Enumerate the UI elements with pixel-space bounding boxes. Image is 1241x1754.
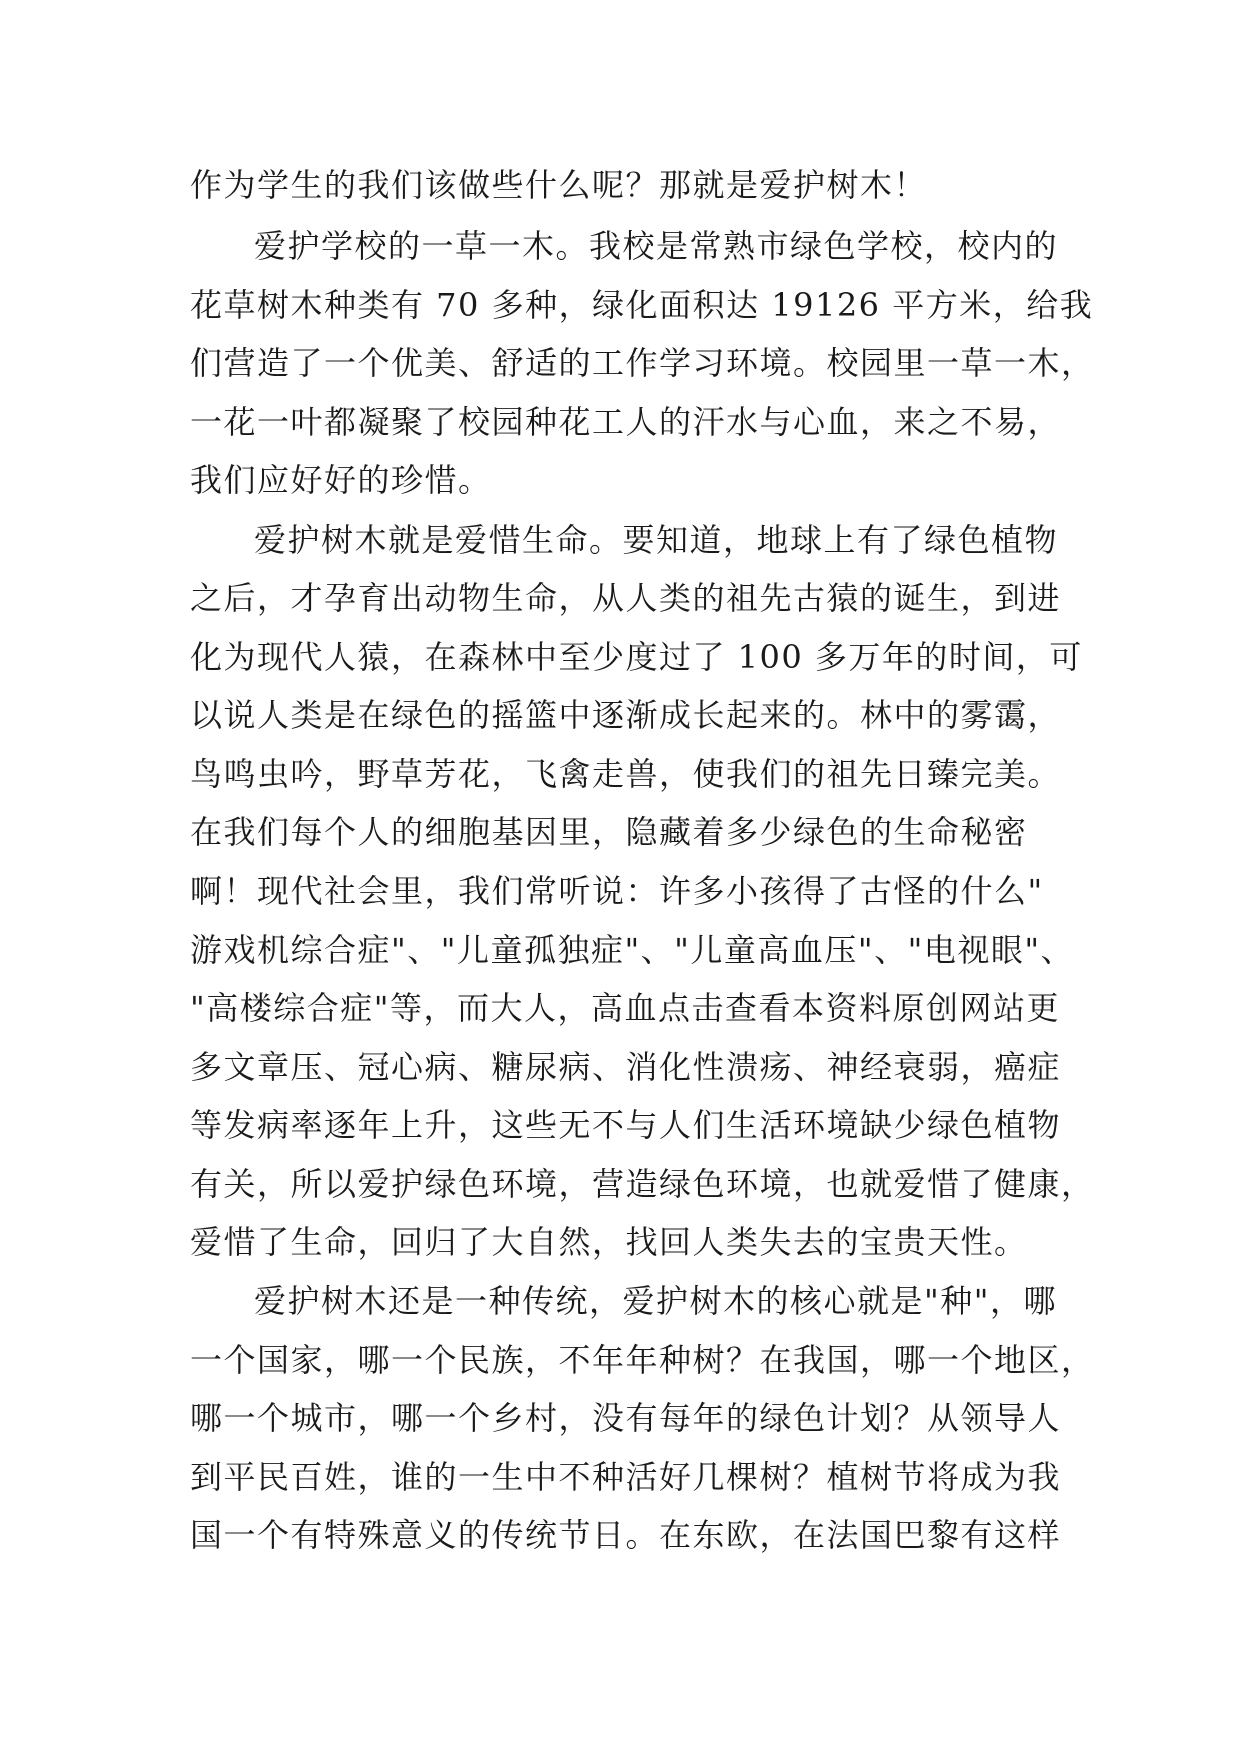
text-line: 们营造了一个优美、舒适的工作学习环境。校园里一草一木， xyxy=(190,344,1095,382)
text-line: 啊！现代社会里，我们常听说：许多小孩得了古怪的什么" xyxy=(190,872,1044,910)
text-line: 哪一个城市，哪一个乡村，没有每年的绿色计划？从领导人 xyxy=(190,1399,1062,1437)
text-line: 一个国家，哪一个民族，不年年种树？在我国，哪一个地区， xyxy=(190,1341,1095,1379)
text-line: 以说人类是在绿色的摇篮中逐渐成长起来的。林中的雾霭， xyxy=(190,696,1062,734)
text-line: 国一个有特殊意义的传统节日。在东欧，在法国巴黎有这样 xyxy=(190,1516,1062,1554)
paragraph-start-line: 爱护树木还是一种传统，爱护树木的核心就是"种"，哪 xyxy=(254,1282,1057,1320)
text-line: 我们应好好的珍惜。 xyxy=(190,461,492,499)
text-line: 游戏机综合症"、"儿童孤独症"、"儿童高血压"、"电视眼"、 xyxy=(190,931,1075,969)
text-line: 到平民百姓，谁的一生中不种活好几棵树？植树节将成为我 xyxy=(190,1458,1062,1496)
text-line: "高楼综合症"等，而大人，高血点击查看本资料原创网站更 xyxy=(190,989,1060,1027)
text-line: 一花一叶都凝聚了校园种花工人的汗水与心血，来之不易， xyxy=(190,403,1062,441)
text-line: 之后，才孕育出动物生命，从人类的祖先古猿的诞生，到进 xyxy=(190,579,1062,617)
text-line: 有关，所以爱护绿色环境，营造绿色环境，也就爱惜了健康， xyxy=(190,1165,1095,1203)
text-line: 多文章压、冠心病、糖尿病、消化性溃疡、神经衰弱，癌症 xyxy=(190,1048,1062,1086)
paragraph-start-line: 爱护学校的一草一木。我校是常熟市绿色学校，校内的 xyxy=(254,227,1059,265)
text-line: 作为学生的我们该做些什么呢？那就是爱护树木！ xyxy=(190,166,928,204)
text-line: 等发病率逐年上升，这些无不与人们生活环境缺少绿色植物 xyxy=(190,1106,1062,1144)
paragraph-start-line: 爱护树木就是爱惜生命。要知道，地球上有了绿色植物 xyxy=(254,521,1059,559)
text-line: 爱惜了生命，回归了大自然，找回人类失去的宝贵天性。 xyxy=(190,1223,1028,1261)
text-line: 在我们每个人的细胞基因里，隐藏着多少绿色的生命秘密 xyxy=(190,813,1028,851)
text-line: 花草树木种类有 70 多种，绿化面积达 19126 平方米，给我 xyxy=(190,286,1094,324)
text-line: 鸟鸣虫吟，野草芳花，飞禽走兽，使我们的祖先日臻完美。 xyxy=(190,755,1062,793)
text-line: 化为现代人猿，在森林中至少度过了 100 多万年的时间，可 xyxy=(190,638,1083,676)
